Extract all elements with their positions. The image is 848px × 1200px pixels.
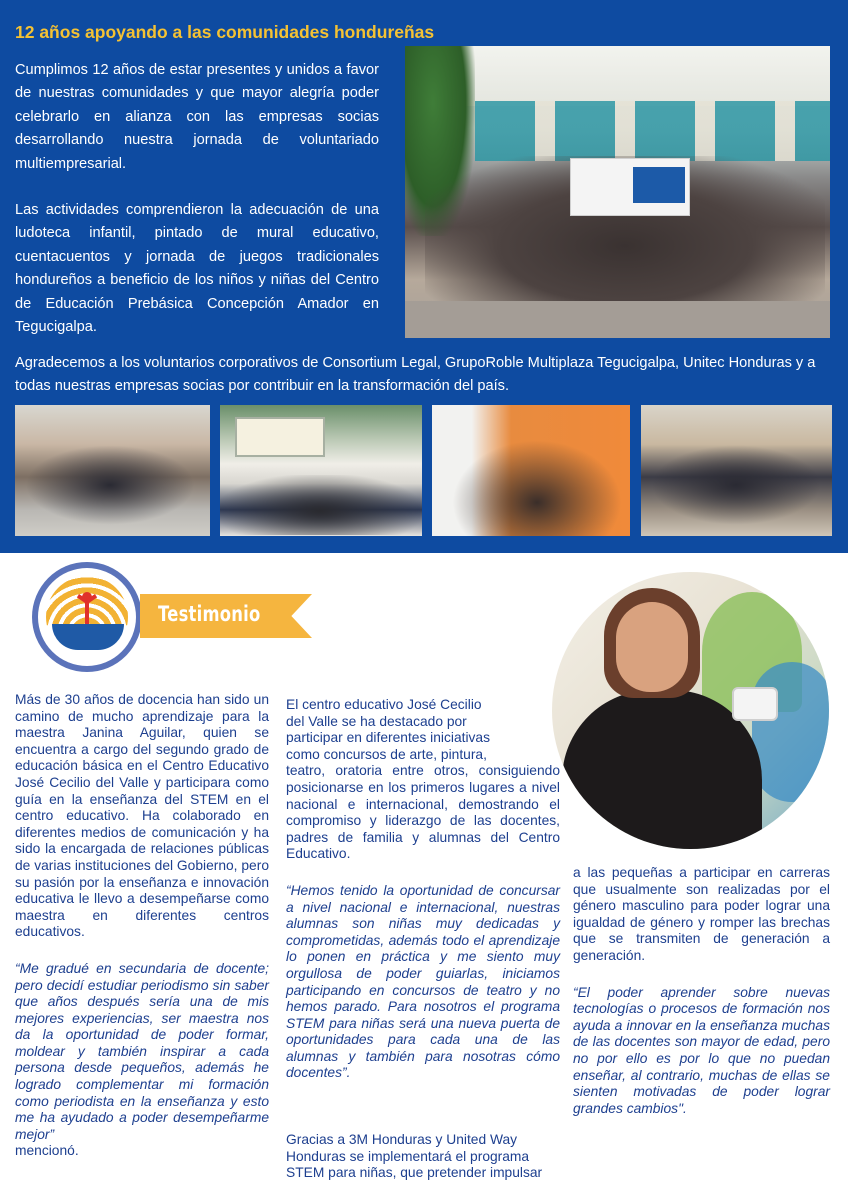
portrait-face — [616, 602, 688, 692]
photo-screen — [235, 417, 325, 457]
school-line: del Valle se ha destacado por — [286, 713, 467, 729]
program-line: Honduras se implementará el programa — [286, 1148, 530, 1164]
teacher-quote-3: “El poder aprender sobre nuevas tecnologías o procesos de formación nos ayuda a innovar en la enseñanza muchas de las docentes son mayor de edad, pero no por ello es por lo que no puedan enseñar, al contrario, muchas de ellas se sienten motivadas de poder lograr grandes cambios". — [573, 984, 830, 1116]
photo-people — [452, 440, 622, 536]
united-way-logo — [633, 167, 685, 203]
volunteer-group-photo — [405, 46, 830, 338]
robot-toy — [732, 687, 778, 721]
testimonio-label: Testimonio — [158, 602, 261, 626]
united-way-banner — [570, 158, 690, 216]
school-line: El centro educativo José Cecilio — [286, 697, 482, 712]
activity-photo-ludoteca — [641, 405, 832, 536]
program-line: Gracias a 3M Honduras y United Way — [286, 1132, 518, 1148]
intro-paragraph: Cumplimos 12 años de estar presentes y unidos a favor de nuestras comunidades y que mayor alegría poder celebrarlo en alianza con las empresas socias desarrollando nuestra jornada de voluntariado multiempresarial. — [15, 62, 379, 172]
united-way-emblem-icon — [32, 562, 142, 672]
photo-people — [25, 445, 195, 525]
school-line: participar en diferentes iniciativas — [286, 730, 490, 746]
school-line: como concursos de arte, pintura, — [286, 746, 487, 762]
portrait-mural — [752, 662, 829, 802]
program-line: STEM para niñas, que pretender impulsar — [286, 1165, 543, 1181]
teacher-bio: Más de 30 años de docencia han sido un camino de mucho aprendizaje para la maestra Janina Aguilar, quien se encuentra a cargo del segundo grado de educación básica en el Centro Educativo José Cecilio del Valle y participara como guía en la enseñanza del STEM en el centro educativo. Ha colaborado en diferentes medios de comunicación y ha sido la encargada de relaciones públicas de varias instituciones del Gobierno, pero su pasión por la enseñanza e innovación educativa le llevo a desempeñarse como maestra en diferentes centros educativos. — [15, 692, 269, 940]
emblem-person — [76, 592, 98, 622]
activity-photo-mural — [432, 405, 630, 536]
thanks-paragraph: Agradecemos a los voluntarios corporativos de Consortium Legal, GrupoRoble Multiplaza Tegucigalpa, Unitec Honduras y a todas nuestras empresas socias por contribuir en la transformación del país. — [15, 355, 816, 394]
school-achievements: teatro, oratoria entre otros, consiguiendo posicionarse en los primeros lugares a nivel nacional e internacional, demostrando el compromiso y liderazgo de las docentes, padres de familia y alumnas del Centro Educativo. — [286, 763, 560, 862]
teacher-portrait — [552, 572, 829, 849]
teacher-quote: “Me gradué en secundaria de docente; pero decidí estudiar periodismo sin saber que años después sería una de mis mejores experiencias, ser maestra nos da la oportunidad de poder formar, moldear y también inspirar a cada persona desde pequeños, además he logrado complementar mi formación como periodista en la enseñanza y esto me ha ayudado a poder desempeñarme mejor” — [15, 960, 269, 1142]
photo-people — [220, 475, 420, 535]
testimonio-column-1 — [15, 692, 269, 1160]
activities-paragraph: Las actividades comprendieron la adecuación de una ludoteca infantil, pintado de mural educativo, cuentacuentos y jornada de juegos tradicionales hondureños a beneficio de los niños y niñas del Centro de Educación Prebásica Concepción Amador en Tegucigalpa. — [15, 202, 379, 336]
section-title: 12 años apoyando a las comunidades hondureñas — [15, 22, 435, 42]
photo-people — [651, 445, 821, 525]
program-paragraph — [286, 1132, 560, 1182]
quote-attribution: mencionó. — [15, 1143, 79, 1159]
testimonio-column-3 — [573, 865, 830, 1117]
program-goal: a las pequeñas a participar en carreras que usualmente son realizadas por el género masculino para poder lograr una igualdad de género y romper las brechas que se transmiten de generación a generación. — [573, 865, 830, 963]
photo-wall — [475, 101, 830, 161]
activity-photo-storytelling — [220, 405, 422, 536]
photo-floor — [405, 301, 830, 338]
testimonio-column-2 — [286, 697, 560, 1182]
emblem-person-body — [85, 602, 89, 624]
activity-photo-games — [15, 405, 210, 536]
teacher-quote-2: “Hemos tenido la oportunidad de concursar a nivel nacional e internacional, nuestras alumnas son niñas muy dedicadas y comprometidas, además todo el aprendizaje lo ponen en práctica y me siento muy orgullosa de poder guiarlas, iniciamos participando en concursos de teatro y no hemos parado. Para nosotros el programa STEM para niñas será una nueva puerta de oportunidades para cada una de las alumnas y también para nosotras cómo docentes”. — [286, 882, 560, 1081]
